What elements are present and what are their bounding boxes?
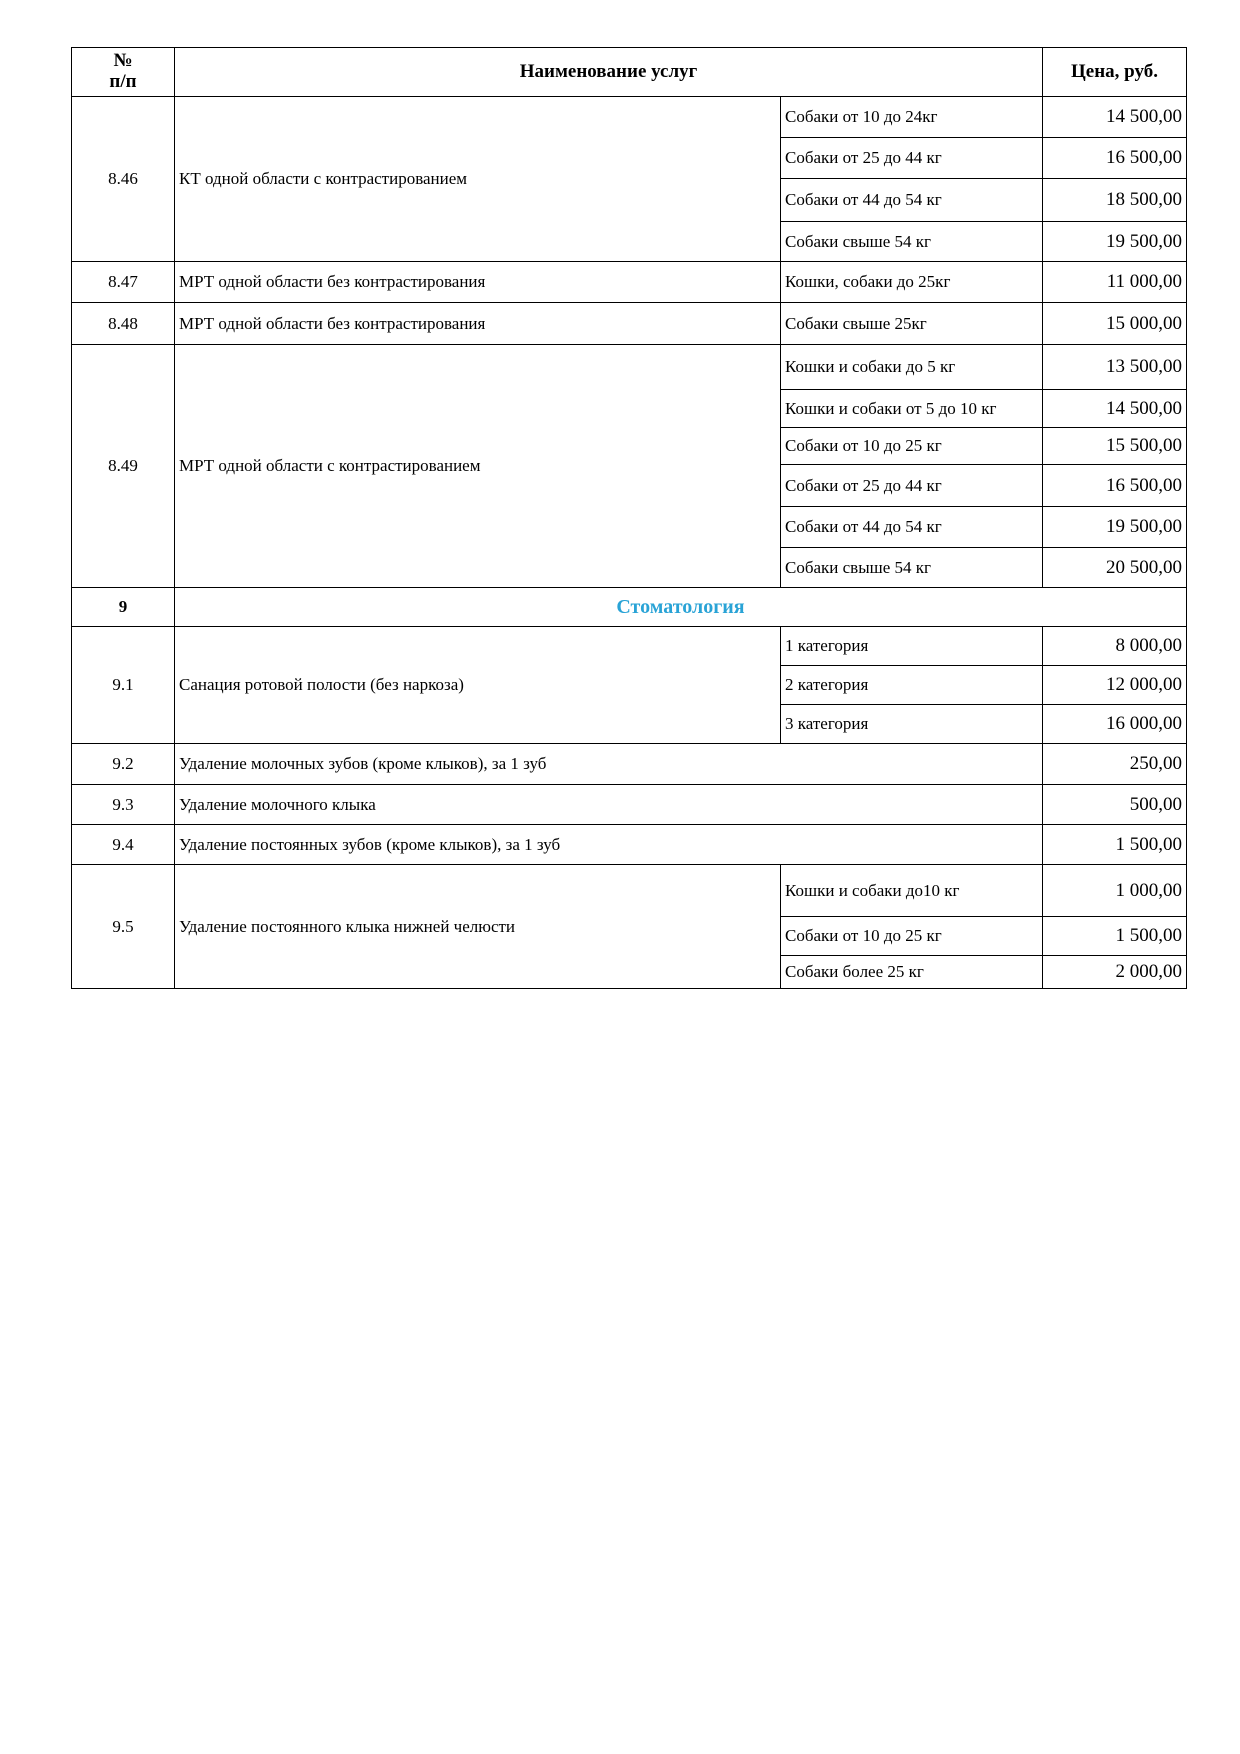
service-name: Удаление молочного клыка <box>175 785 1043 825</box>
variant-price: 11 000,00 <box>1043 262 1187 303</box>
row-number: 8.46 <box>72 97 175 262</box>
variant-price: 16 000,00 <box>1043 705 1187 744</box>
variant-price: 1 500,00 <box>1043 917 1187 956</box>
table-header <box>72 48 1187 97</box>
variant-price: 20 500,00 <box>1043 548 1187 588</box>
row-number: 9.5 <box>72 865 175 989</box>
variant-label: Собаки свыше 25кг <box>781 303 1043 345</box>
row-number: 8.48 <box>72 303 175 345</box>
variant-price: 13 500,00 <box>1043 345 1187 390</box>
service-name: Удаление постоянных зубов (кроме клыков), за 1 зуб <box>175 825 1043 865</box>
table-row <box>72 345 1187 390</box>
service-name: Санация ротовой полости (без наркоза) <box>175 627 781 744</box>
service-price: 500,00 <box>1043 785 1187 825</box>
variant-price: 12 000,00 <box>1043 666 1187 705</box>
variant-label: Кошки и собаки от 5 до 10 кг <box>781 390 1043 428</box>
table-row <box>72 97 1187 138</box>
variant-label: Собаки от 25 до 44 кг <box>781 138 1043 179</box>
variant-price: 2 000,00 <box>1043 956 1187 989</box>
variant-price: 1 000,00 <box>1043 865 1187 917</box>
variant-label: Собаки свыше 54 кг <box>781 548 1043 588</box>
variant-label: Собаки более 25 кг <box>781 956 1043 989</box>
variant-label: Собаки от 25 до 44 кг <box>781 465 1043 507</box>
variant-label: Собаки от 10 до 24кг <box>781 97 1043 138</box>
variant-price: 16 500,00 <box>1043 465 1187 507</box>
service-price: 1 500,00 <box>1043 825 1187 865</box>
section-title: Стоматология <box>175 588 1187 627</box>
variant-label: 2 категория <box>781 666 1043 705</box>
section-row <box>72 588 1187 627</box>
table-row <box>72 262 1187 303</box>
table-row <box>72 785 1187 825</box>
service-name: МРТ одной области без контрастирования <box>175 262 781 303</box>
header-number <box>72 48 175 97</box>
variant-label: Собаки от 44 до 54 кг <box>781 179 1043 222</box>
service-name: Удаление постоянного клыка нижней челюсти <box>175 865 781 989</box>
row-number: 9.3 <box>72 785 175 825</box>
variant-label: 1 категория <box>781 627 1043 666</box>
variant-label: Собаки от 10 до 25 кг <box>781 428 1043 465</box>
variant-price: 18 500,00 <box>1043 179 1187 222</box>
table-row <box>72 303 1187 345</box>
service-name: МРТ одной области с контрастированием <box>175 345 781 588</box>
header-price: Цена, руб. <box>1043 48 1187 97</box>
variant-label: Кошки и собаки до 5 кг <box>781 345 1043 390</box>
table-row <box>72 627 1187 666</box>
variant-label: 3 категория <box>781 705 1043 744</box>
service-name: КТ одной области с контрастированием <box>175 97 781 262</box>
price-table <box>71 47 1187 989</box>
table-row <box>72 865 1187 917</box>
variant-price: 15 000,00 <box>1043 303 1187 345</box>
header-service-name: Наименование услуг <box>175 48 1043 97</box>
variant-price: 16 500,00 <box>1043 138 1187 179</box>
header-number-abbr: п/п <box>109 71 137 92</box>
variant-price: 15 500,00 <box>1043 428 1187 465</box>
row-number: 9.2 <box>72 744 175 785</box>
variant-price: 19 500,00 <box>1043 507 1187 548</box>
variant-price: 14 500,00 <box>1043 97 1187 138</box>
variant-price: 19 500,00 <box>1043 222 1187 262</box>
row-number: 8.47 <box>72 262 175 303</box>
section-number: 9 <box>72 588 175 627</box>
variant-label: Кошки и собаки до10 кг <box>781 865 1043 917</box>
variant-label: Собаки от 10 до 25 кг <box>781 917 1043 956</box>
header-number-symbol: № <box>113 50 133 72</box>
row-number: 9.1 <box>72 627 175 744</box>
row-number: 9.4 <box>72 825 175 865</box>
variant-price: 8 000,00 <box>1043 627 1187 666</box>
table-row <box>72 825 1187 865</box>
variant-label: Собаки свыше 54 кг <box>781 222 1043 262</box>
variant-label: Собаки от 44 до 54 кг <box>781 507 1043 548</box>
table-row <box>72 744 1187 785</box>
service-name: Удаление молочных зубов (кроме клыков), за 1 зуб <box>175 744 1043 785</box>
variant-price: 14 500,00 <box>1043 390 1187 428</box>
row-number: 8.49 <box>72 345 175 588</box>
service-name: МРТ одной области без контрастирования <box>175 303 781 345</box>
service-price: 250,00 <box>1043 744 1187 785</box>
variant-label: Кошки, собаки до 25кг <box>781 262 1043 303</box>
